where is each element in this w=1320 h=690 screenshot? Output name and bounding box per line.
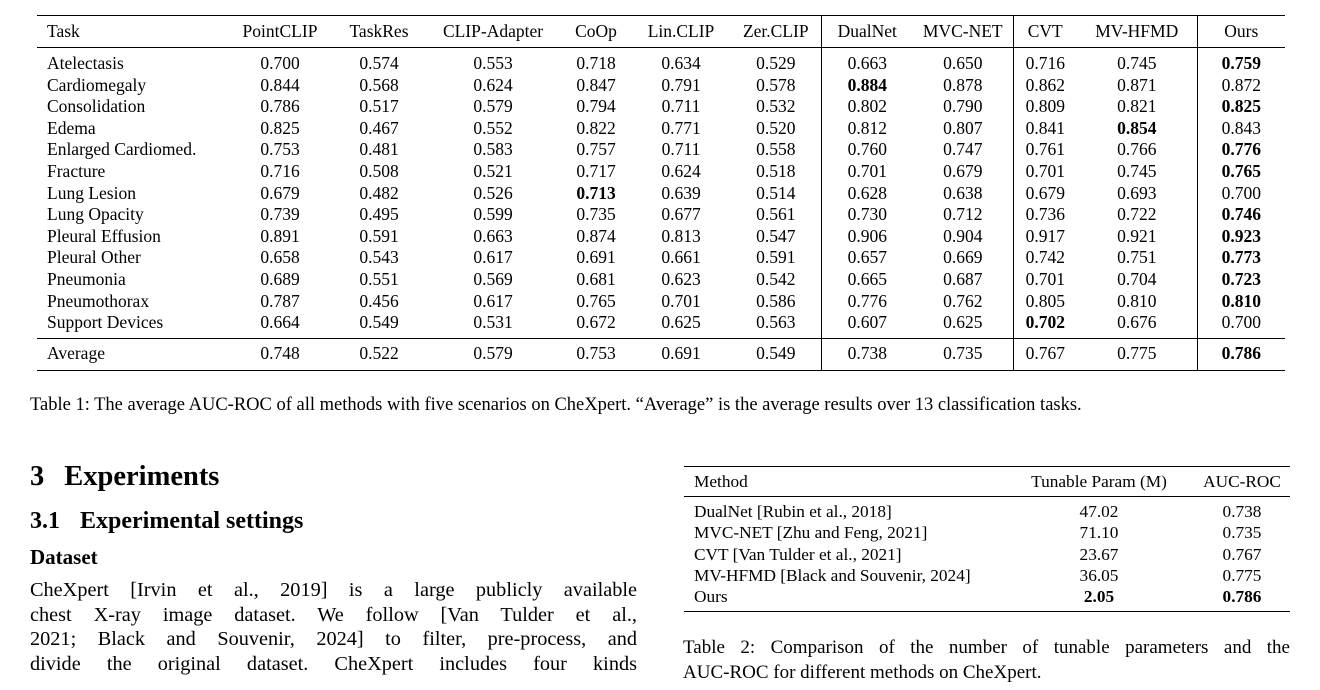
- auc-value: 0.679: [260, 182, 300, 203]
- auc-value: 0.578: [756, 74, 796, 95]
- auc-value: 0.549: [359, 312, 399, 333]
- auc-value: 0.456: [359, 290, 399, 311]
- task-name: Pleural Effusion: [47, 225, 161, 246]
- auc-value: 0.735: [943, 343, 983, 364]
- auc-value: 0.676: [1117, 312, 1157, 333]
- paragraph-line: divide the original dataset. CheXpert includes four kinds: [30, 652, 637, 675]
- auc-value: 0.736: [1013, 204, 1077, 226]
- table-row: [37, 139, 1285, 161]
- auc-value: 0.508: [359, 160, 399, 181]
- results-table: [37, 15, 1285, 371]
- table-row: [37, 96, 1285, 118]
- auc-value: 0.723: [1197, 269, 1285, 291]
- auc-value: 0.872: [1197, 75, 1285, 97]
- auc-value: 0.810: [1117, 290, 1157, 311]
- auc-value: 0.767: [1013, 338, 1077, 370]
- table-row: [684, 522, 1290, 543]
- table-row: [37, 338, 1285, 370]
- auc-value: 0.776: [821, 291, 913, 313]
- section-number: 3: [30, 461, 45, 492]
- auc-value: 0.716: [1013, 48, 1077, 75]
- caption-line: Table 2: Comparison of the number of tunable parameters and the: [683, 637, 1290, 658]
- column-header: CVT: [1013, 16, 1077, 48]
- auc-value: 0.638: [943, 182, 983, 203]
- method-name: CVT [Van Tulder et al., 2021]: [694, 544, 902, 564]
- col-method: Method: [694, 471, 748, 491]
- auc-value: 0.717: [576, 160, 616, 181]
- task-name: Lung Opacity: [47, 204, 144, 225]
- auc-value: 0.669: [943, 247, 983, 268]
- subsection-number: 3.1: [30, 508, 60, 534]
- column-header: CoOp: [575, 20, 617, 41]
- table-row: [684, 565, 1290, 586]
- auc-value: 0.809: [1013, 96, 1077, 118]
- table-row: [37, 118, 1285, 140]
- auc-value: 0.786: [1197, 338, 1285, 370]
- section-heading: [30, 461, 219, 493]
- task-name: Cardiomegaly: [47, 74, 147, 95]
- auc-value: 0.700: [260, 53, 300, 73]
- auc-value: 0.862: [1013, 75, 1077, 97]
- auc-value: 0.730: [821, 204, 913, 226]
- auc-value: 0.691: [576, 247, 616, 268]
- auc-value: 0.691: [661, 343, 701, 364]
- task-name: Pneumothorax: [47, 290, 150, 311]
- auc-value: 0.745: [1117, 53, 1157, 73]
- table1-caption: Table 1: The average AUC-ROC of all methods with five scenarios on CheXpert. “Average” is the average results over 13 classification tasks.: [30, 395, 1082, 415]
- auc-value: 0.802: [821, 96, 913, 118]
- auc-value: 0.812: [821, 118, 913, 140]
- auc-value: 0.586: [756, 290, 796, 311]
- caption-line: AUC-ROC for different methods on CheXpert.: [683, 661, 1042, 683]
- results-table-body: [37, 48, 1285, 339]
- auc-value: 0.746: [1197, 204, 1285, 226]
- auc-value: 0.569: [473, 268, 513, 289]
- auc-value: 0.735: [576, 204, 616, 225]
- auc-value: 0.543: [359, 247, 399, 268]
- auc-value: 0.634: [661, 53, 701, 73]
- auc-value: 0.679: [1013, 183, 1077, 205]
- dataset-paragraph: [30, 578, 637, 676]
- auc-value: 0.791: [661, 74, 701, 95]
- auc-value: 0.722: [1117, 204, 1157, 225]
- table-row: [37, 161, 1285, 183]
- paragraph-heading: Dataset: [30, 545, 98, 569]
- column-header: MV-HFMD: [1095, 20, 1179, 41]
- auc-value: 0.762: [943, 290, 983, 311]
- method-name: MVC-NET [Zhu and Feng, 2021]: [694, 523, 928, 543]
- auc-value: 0.712: [943, 204, 983, 225]
- auc-value: 0.700: [1197, 183, 1285, 205]
- auc-value: 0.521: [473, 160, 513, 181]
- task-name: Fracture: [47, 160, 106, 181]
- auc-value: 0.553: [473, 53, 513, 73]
- auc-value: 0.716: [260, 160, 300, 181]
- auc-value: 0.776: [1197, 139, 1285, 161]
- auc-value: 0.718: [576, 53, 616, 73]
- auc-value: 0.759: [1197, 48, 1285, 75]
- auc-value: 0.904: [943, 225, 983, 246]
- auc-value: 0.822: [576, 117, 616, 138]
- table-row: [37, 75, 1285, 97]
- auc-value: 0.625: [661, 312, 701, 333]
- auc-value: 0.639: [661, 182, 701, 203]
- auc-value: 0.495: [359, 204, 399, 225]
- auc-value: 0.482: [359, 182, 399, 203]
- section-title: Experiments: [64, 461, 220, 492]
- auc-value: 0.532: [756, 96, 796, 117]
- column-header: Ours: [1197, 16, 1285, 48]
- auc-value: 0.923: [1197, 226, 1285, 248]
- auc-value: 0.625: [943, 312, 983, 333]
- params-table-header: [684, 467, 1290, 497]
- auc-value: 0.579: [473, 343, 513, 364]
- auc-value: 0.847: [576, 74, 616, 95]
- column-header: TaskRes: [349, 20, 409, 41]
- auc-value: 0.517: [359, 96, 399, 117]
- auc-value: 0.700: [1197, 312, 1285, 338]
- task-name: Pleural Other: [47, 247, 141, 268]
- col-auc: AUC-ROC: [1203, 471, 1281, 491]
- subsection-title: Experimental settings: [80, 508, 304, 534]
- auc-value: 0.821: [1117, 96, 1157, 117]
- auc-value: 0.661: [661, 247, 701, 268]
- auc-value: 0.738: [1222, 502, 1262, 521]
- auc-value: 0.664: [260, 312, 300, 333]
- auc-value: 0.702: [1013, 312, 1077, 338]
- auc-value: 0.841: [1013, 118, 1077, 140]
- table-row: [37, 204, 1285, 226]
- auc-value: 0.481: [359, 139, 399, 160]
- auc-value: 0.854: [1117, 117, 1157, 138]
- auc-value: 0.549: [756, 343, 796, 364]
- auc-value: 0.623: [661, 268, 701, 289]
- auc-value: 0.917: [1013, 226, 1077, 248]
- paragraph-line: chest X-ray image dataset. We follow [Van Tulder et al.,: [30, 603, 637, 626]
- auc-value: 0.742: [1013, 247, 1077, 269]
- auc-value: 0.786: [1222, 587, 1262, 607]
- auc-value: 0.672: [576, 312, 616, 333]
- paragraph-line: 2021; Black and Souvenir, 2024] to filter, pre-process, and: [30, 628, 637, 650]
- task-name: Average: [47, 343, 105, 364]
- auc-value: 0.522: [359, 343, 399, 364]
- auc-value: 0.794: [576, 96, 616, 117]
- table-row: [37, 269, 1285, 291]
- auc-value: 0.677: [661, 204, 701, 225]
- auc-value: 0.650: [943, 53, 983, 73]
- auc-value: 0.771: [661, 117, 701, 138]
- auc-value: 0.599: [473, 204, 513, 225]
- table-row: [37, 183, 1285, 205]
- auc-value: 0.617: [473, 290, 513, 311]
- auc-value: 0.738: [821, 338, 913, 370]
- auc-value: 0.790: [943, 96, 983, 117]
- auc-value: 0.906: [821, 226, 913, 248]
- task-name: Edema: [47, 117, 96, 138]
- table-row: [37, 226, 1285, 248]
- auc-value: 0.518: [756, 160, 796, 181]
- task-name: Atelectasis: [47, 53, 124, 73]
- auc-value: 0.751: [1117, 247, 1157, 268]
- method-name: Ours: [694, 587, 728, 607]
- auc-value: 0.624: [661, 160, 701, 181]
- auc-value: 0.786: [260, 96, 300, 117]
- auc-value: 0.591: [756, 247, 796, 268]
- auc-value: 0.775: [1117, 343, 1157, 364]
- auc-value: 0.843: [1197, 118, 1285, 140]
- auc-value: 0.681: [576, 268, 616, 289]
- table-row: [684, 497, 1290, 523]
- auc-value: 0.753: [576, 343, 616, 364]
- column-header: Zer.CLIP: [742, 20, 809, 41]
- auc-value: 0.665: [821, 269, 913, 291]
- column-header: PointCLIP: [242, 20, 318, 41]
- auc-value: 0.701: [1013, 269, 1077, 291]
- auc-value: 0.775: [1222, 565, 1262, 585]
- param-count: 36.05: [1079, 565, 1119, 585]
- param-count: 47.02: [1079, 502, 1119, 521]
- auc-value: 0.563: [756, 312, 796, 333]
- auc-value: 0.547: [756, 225, 796, 246]
- auc-value: 0.657: [821, 247, 913, 269]
- auc-value: 0.810: [1197, 291, 1285, 313]
- auc-value: 0.624: [473, 74, 513, 95]
- column-header: Task: [47, 20, 80, 41]
- auc-value: 0.679: [943, 160, 983, 181]
- auc-value: 0.579: [473, 96, 513, 117]
- auc-value: 0.701: [1013, 161, 1077, 183]
- auc-value: 0.765: [576, 290, 616, 311]
- auc-value: 0.844: [260, 74, 300, 95]
- auc-value: 0.748: [260, 343, 300, 364]
- param-count: 71.10: [1079, 523, 1119, 543]
- auc-value: 0.753: [260, 139, 300, 160]
- auc-value: 0.574: [359, 53, 399, 73]
- table-row: [37, 312, 1285, 338]
- table2-caption: [683, 636, 1290, 685]
- auc-value: 0.765: [1197, 161, 1285, 183]
- auc-value: 0.711: [661, 96, 701, 117]
- table-row: [37, 48, 1285, 75]
- task-name: Lung Lesion: [47, 182, 136, 203]
- col-params: Tunable Param (M): [1031, 471, 1167, 491]
- method-name: DualNet [Rubin et al., 2018]: [694, 502, 892, 521]
- auc-value: 0.711: [661, 139, 701, 160]
- table-row: [37, 247, 1285, 269]
- auc-value: 0.701: [821, 161, 913, 183]
- auc-value: 0.591: [359, 225, 399, 246]
- column-header: CLIP-Adapter: [442, 20, 544, 41]
- auc-value: 0.745: [1117, 160, 1157, 181]
- auc-value: 0.568: [359, 74, 399, 95]
- auc-value: 0.514: [756, 182, 796, 203]
- auc-value: 0.531: [473, 312, 513, 333]
- auc-value: 0.805: [1013, 291, 1077, 313]
- param-count: 23.67: [1079, 544, 1119, 564]
- auc-value: 0.921: [1117, 225, 1157, 246]
- auc-value: 0.663: [473, 225, 513, 246]
- auc-value: 0.767: [1222, 544, 1262, 564]
- auc-value: 0.551: [359, 268, 399, 289]
- auc-value: 0.520: [756, 117, 796, 138]
- auc-value: 0.761: [1013, 139, 1077, 161]
- task-name: Consolidation: [47, 96, 146, 117]
- auc-value: 0.713: [576, 182, 616, 203]
- auc-value: 0.874: [576, 225, 616, 246]
- auc-value: 0.558: [756, 139, 796, 160]
- auc-value: 0.825: [260, 117, 300, 138]
- auc-value: 0.467: [359, 117, 399, 138]
- auc-value: 0.739: [260, 204, 300, 225]
- auc-value: 0.693: [1117, 182, 1157, 203]
- method-name: MV-HFMD [Black and Souvenir, 2024]: [694, 565, 971, 585]
- auc-value: 0.787: [260, 290, 300, 311]
- params-table: [684, 466, 1290, 612]
- auc-value: 0.773: [1197, 247, 1285, 269]
- auc-value: 0.760: [821, 139, 913, 161]
- auc-value: 0.757: [576, 139, 616, 160]
- column-header: MVC-NET: [922, 20, 1003, 41]
- auc-value: 0.747: [943, 139, 983, 160]
- paragraph-line: CheXpert [Irvin et al., 2019] is a large publicly available: [30, 579, 637, 601]
- auc-value: 0.607: [821, 312, 913, 338]
- auc-value: 0.701: [661, 290, 701, 311]
- params-table-body: [684, 497, 1290, 612]
- table-row: [684, 544, 1290, 565]
- auc-value: 0.878: [943, 74, 983, 95]
- auc-value: 0.689: [260, 268, 300, 289]
- auc-value: 0.871: [1117, 74, 1157, 95]
- column-header: DualNet: [821, 16, 913, 48]
- auc-value: 0.807: [943, 117, 983, 138]
- auc-value: 0.891: [260, 225, 300, 246]
- auc-value: 0.687: [943, 268, 983, 289]
- auc-value: 0.628: [821, 183, 913, 205]
- subsection-heading: [30, 508, 303, 535]
- results-table-average: [37, 338, 1285, 370]
- auc-value: 0.542: [756, 268, 796, 289]
- auc-value: 0.663: [821, 48, 913, 75]
- auc-value: 0.617: [473, 247, 513, 268]
- auc-value: 0.825: [1197, 96, 1285, 118]
- task-name: Support Devices: [47, 312, 164, 333]
- table-row: [37, 291, 1285, 313]
- auc-value: 0.704: [1117, 268, 1157, 289]
- auc-value: 0.884: [821, 75, 913, 97]
- auc-value: 0.735: [1222, 523, 1262, 543]
- auc-value: 0.813: [661, 225, 701, 246]
- param-count: 2.05: [1083, 587, 1115, 607]
- task-name: Pneumonia: [47, 268, 126, 289]
- auc-value: 0.526: [473, 182, 513, 203]
- auc-value: 0.766: [1117, 139, 1157, 160]
- auc-value: 0.561: [756, 204, 796, 225]
- auc-value: 0.658: [260, 247, 300, 268]
- table-row: [684, 586, 1290, 612]
- results-table-header: [37, 16, 1285, 48]
- auc-value: 0.583: [473, 139, 513, 160]
- auc-value: 0.552: [473, 117, 513, 138]
- task-name: Enlarged Cardiomed.: [47, 139, 197, 160]
- column-header: Lin.CLIP: [647, 20, 715, 41]
- auc-value: 0.529: [756, 53, 796, 73]
